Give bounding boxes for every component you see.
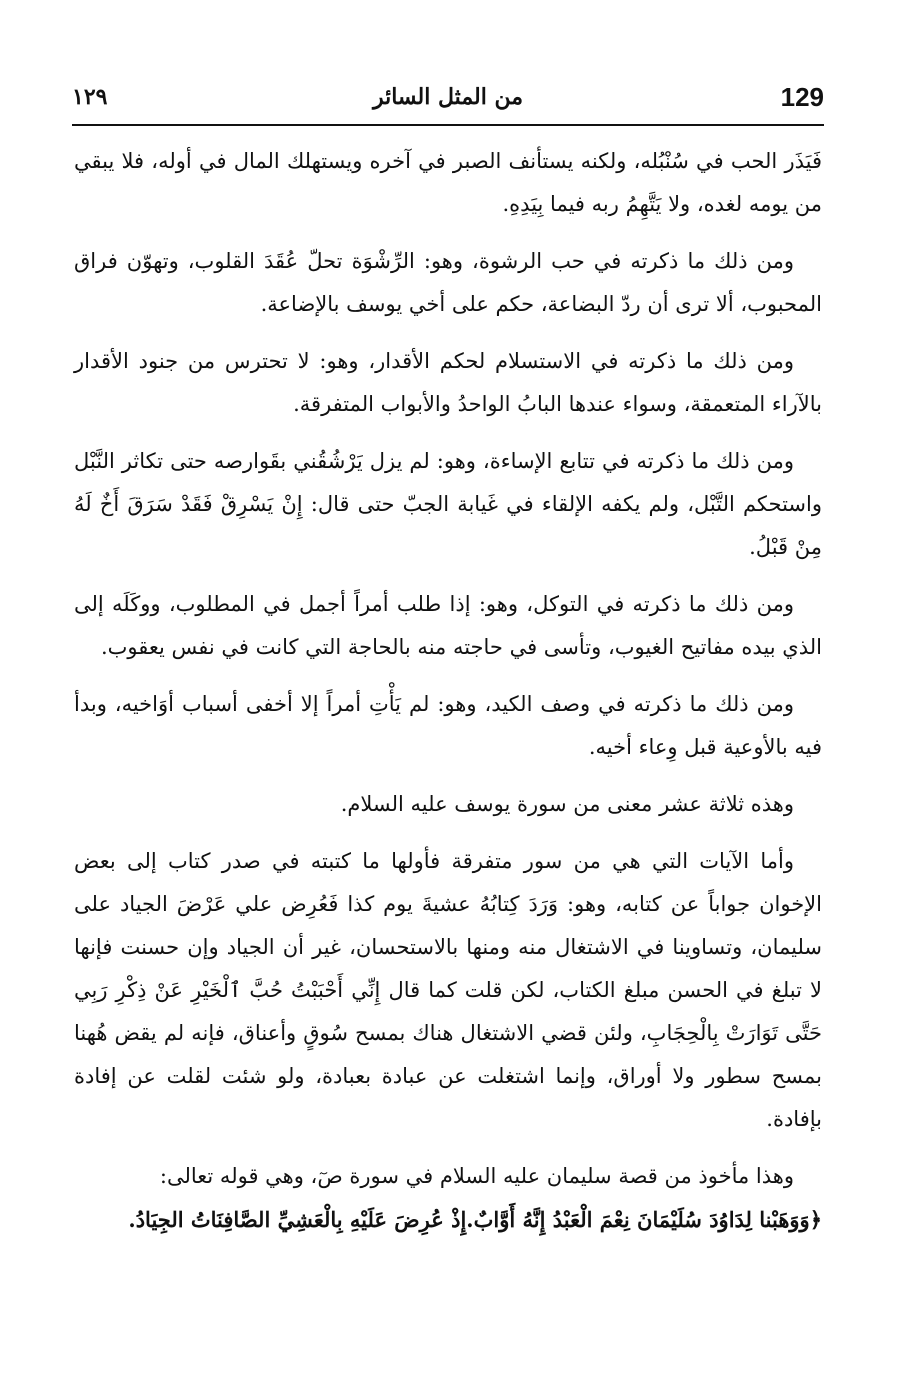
header-rule [72, 124, 824, 126]
paragraph: وأما الآيات التي هي من سور متفرقة فأولها ما كتبته في صدر كتاب إلى بعض الإخوان جواباً عن كتابه، وهو: وَرَدَ كِتابُهُ عشيةَ يوم كذا فَعُرِض علي عَرْضَ الجياد على سليمان، وتساوينا في الاشتغال منه ومنها بالاستحسان، غير أن الجياد وإن حسنت فإنها لا تبلغ في الحسن مبلغ الكتاب، لكن قلت كما قال إِنِّي أَحْبَبْتُ حُبَّ ٱلْخَيْرِ عَنْ ذِكْرِ رَبِي حَتَّى تَوَارَتْ بِالْحِجَابِ، ولئن قضي الاشتغال هناك بمسح سُوقٍ وأعناق، فإنه لم يقض هُهنا بمسح سطور ولا أوراق، وإنما اشتغلت عن عبادة بعبادة، ولو شئت لقلت عن إفادة بإفادة. [74, 849, 822, 1131]
paragraph: ومن ذلك ما ذكرته في التوكل، وهو: إذا طلب أمراً أجمل في المطلوب، ووكَلَه إلى الذي بيده مفاتيح الغيوب، وتأسى في حاجته منه بالحاجة التي كانت في نفس يعقوب. [74, 592, 822, 659]
quran-verse: ﴿وَوَهَبْنا لِدَاوُدَ سُلَيْمَانَ نِعْمَ الْعَبْدُ إِنَّهُ أَوَّابٌ.إِذْ عُرِضَ عَلَيْهِ بِالْعَشِيِّ الصَّافِنَاتُ الجِيَادُ. [128, 1207, 822, 1232]
paragraph: ومن ذلك ما ذكرته في تتابع الإساءة، وهو: لم يزل يَرْشُقُني بقَوارصه حتى تكاثر النَّبْل واستحكم التَّبْل، ولم يكفه الإلقاء في غَيابة الجبّ حتى قال: إِنْ يَسْرِقْ فَقَدْ سَرَقَ أَخٌ لَهُ مِنْ قَبْلُ. [74, 449, 822, 559]
page-header [72, 82, 824, 122]
page-body [74, 140, 822, 1241]
running-title: من المثل السائر [372, 84, 524, 110]
paragraph: وهذه ثلاثة عشر معنى من سورة يوسف عليه السلام. [340, 792, 794, 816]
page-number-latin: 129 [780, 82, 824, 112]
paragraph: ومن ذلك ما ذكرته في حب الرشوة، وهو: الرِّشْوَة تحلّ عُقَدَ القلوب، وتهوّن فراق المحبوب، ألا ترى أن ردّ البضاعة، حكم على أخي يوسف بالإضاعة. [74, 249, 822, 316]
paragraph: ومن ذلك ما ذكرته في وصف الكيد، وهو: لم يَأْتِ أمراً إلا أخفى أسباب أوَاخيه، وبدأ فيه بالأوعية قبل وِعاء أخيه. [74, 692, 822, 759]
page-number-arabic: ١٢٩ [72, 84, 108, 110]
paragraph: وهذا مأخوذ من قصة سليمان عليه السلام في سورة صٓ، وهي قوله تعالى: [159, 1164, 794, 1188]
paragraph: فَيَذَر الحب في سُنْبُله، ولكنه يستأنف الصبر في آخره ويستهلك المال في أوله، فلا يبقي من يومه لغده، ولا يَتَّهِمُ ربه فيما بِيَدِهِ. [74, 149, 822, 216]
paragraph: ومن ذلك ما ذكرته في الاستسلام لحكم الأقدار، وهو: لا تحترس من جنود الأقدار بالآراء المتعمقة، وسواء عندها البابُ الواحدُ والأبواب المتفرقة. [74, 349, 822, 416]
